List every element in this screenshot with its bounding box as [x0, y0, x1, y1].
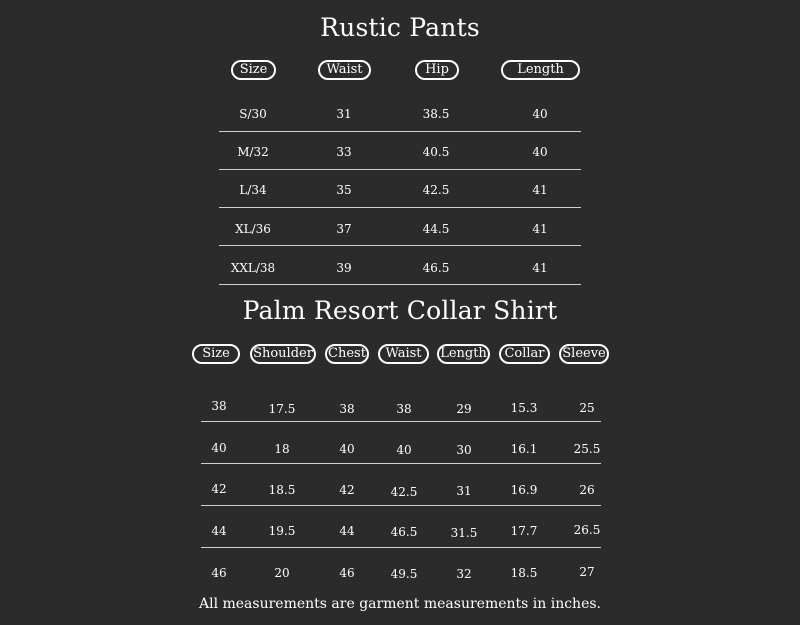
shirt-cell-chest: 42 [339, 483, 355, 497]
shirt-cell-sleeve: 25.5 [573, 442, 601, 456]
pants-cell-waist: 39 [336, 261, 352, 275]
shirt-cell-collar: 16.1 [510, 442, 538, 456]
pants-cell-size: S/30 [239, 107, 267, 121]
pants-cell-size: XL/36 [235, 222, 271, 236]
shirt-title: Palm Resort Collar Shirt [242, 296, 558, 325]
pants-header-waist: Waist [318, 60, 371, 80]
pants-cell-size: M/32 [237, 145, 269, 159]
shirt-header-collar: Collar [499, 344, 550, 364]
pants-cell-length: 41 [532, 183, 548, 197]
pants-cell-hip: 40.5 [422, 145, 450, 159]
shirt-cell-length: 31 [456, 484, 472, 498]
shirt-cell-size: 38 [211, 399, 227, 413]
pants-cell-hip: 44.5 [422, 222, 450, 236]
pants-row-divider [219, 169, 581, 170]
shirt-cell-chest: 44 [339, 524, 355, 538]
shirt-cell-waist: 46.5 [390, 525, 418, 539]
pants-cell-size: L/34 [239, 183, 267, 197]
pants-cell-waist: 31 [336, 107, 352, 121]
pants-row-divider [219, 207, 581, 208]
pants-cell-size: XXL/38 [230, 261, 276, 275]
shirt-cell-chest: 46 [339, 566, 355, 580]
pants-cell-length: 40 [532, 107, 548, 121]
shirt-cell-sleeve: 27 [579, 565, 595, 579]
shirt-cell-waist: 49.5 [390, 567, 418, 581]
shirt-cell-length: 29 [456, 402, 472, 416]
shirt-header-size: Size [192, 344, 240, 364]
shirt-cell-length: 30 [456, 443, 472, 457]
shirt-cell-size: 40 [211, 441, 227, 455]
pants-cell-length: 40 [532, 145, 548, 159]
shirt-cell-collar: 17.7 [510, 524, 538, 538]
shirt-header-chest: Chest [325, 344, 369, 364]
pants-cell-length: 41 [532, 261, 548, 275]
shirt-row-divider [201, 547, 601, 548]
shirt-cell-shoulder: 20 [274, 566, 290, 580]
pants-header-length: Length [501, 60, 580, 80]
shirt-cell-chest: 40 [339, 442, 355, 456]
shirt-cell-collar: 18.5 [510, 566, 538, 580]
shirt-cell-waist: 42.5 [390, 485, 418, 499]
pants-header-hip: Hip [415, 60, 459, 80]
pants-cell-waist: 35 [336, 183, 352, 197]
shirt-cell-length: 32 [456, 567, 472, 581]
shirt-cell-size: 46 [211, 566, 227, 580]
pants-cell-hip: 42.5 [422, 183, 450, 197]
pants-cell-waist: 33 [336, 145, 352, 159]
pants-cell-hip: 46.5 [422, 261, 450, 275]
pants-cell-hip: 38.5 [422, 107, 450, 121]
shirt-cell-size: 42 [211, 482, 227, 496]
shirt-header-sleeve: Sleeve [559, 344, 609, 364]
pants-title: Rustic Pants [320, 13, 480, 42]
shirt-row-divider [201, 421, 601, 422]
shirt-row-divider [201, 463, 601, 464]
shirt-row-divider [201, 505, 601, 506]
shirt-cell-collar: 15.3 [510, 401, 538, 415]
shirt-cell-shoulder: 17.5 [268, 402, 296, 416]
shirt-cell-shoulder: 18.5 [268, 483, 296, 497]
shirt-cell-size: 44 [211, 524, 227, 538]
shirt-cell-sleeve: 25 [579, 401, 595, 415]
pants-header-size: Size [231, 60, 276, 80]
shirt-cell-waist: 40 [396, 443, 412, 457]
pants-row-divider [219, 284, 581, 285]
shirt-cell-collar: 16.9 [510, 483, 538, 497]
shirt-cell-chest: 38 [339, 402, 355, 416]
shirt-header-shoulder: Shoulder [250, 344, 316, 364]
shirt-cell-shoulder: 18 [274, 442, 290, 456]
shirt-header-waist: Waist [378, 344, 429, 364]
pants-row-divider [219, 131, 581, 132]
pants-cell-waist: 37 [336, 222, 352, 236]
pants-row-divider [219, 245, 581, 246]
shirt-cell-sleeve: 26.5 [573, 523, 601, 537]
pants-cell-length: 41 [532, 222, 548, 236]
shirt-header-length: Length [437, 344, 490, 364]
shirt-cell-shoulder: 19.5 [268, 524, 296, 538]
shirt-cell-waist: 38 [396, 402, 412, 416]
shirt-cell-length: 31.5 [450, 526, 478, 540]
measurement-note: All measurements are garment measurements in inches. [198, 596, 601, 612]
shirt-cell-sleeve: 26 [579, 483, 595, 497]
